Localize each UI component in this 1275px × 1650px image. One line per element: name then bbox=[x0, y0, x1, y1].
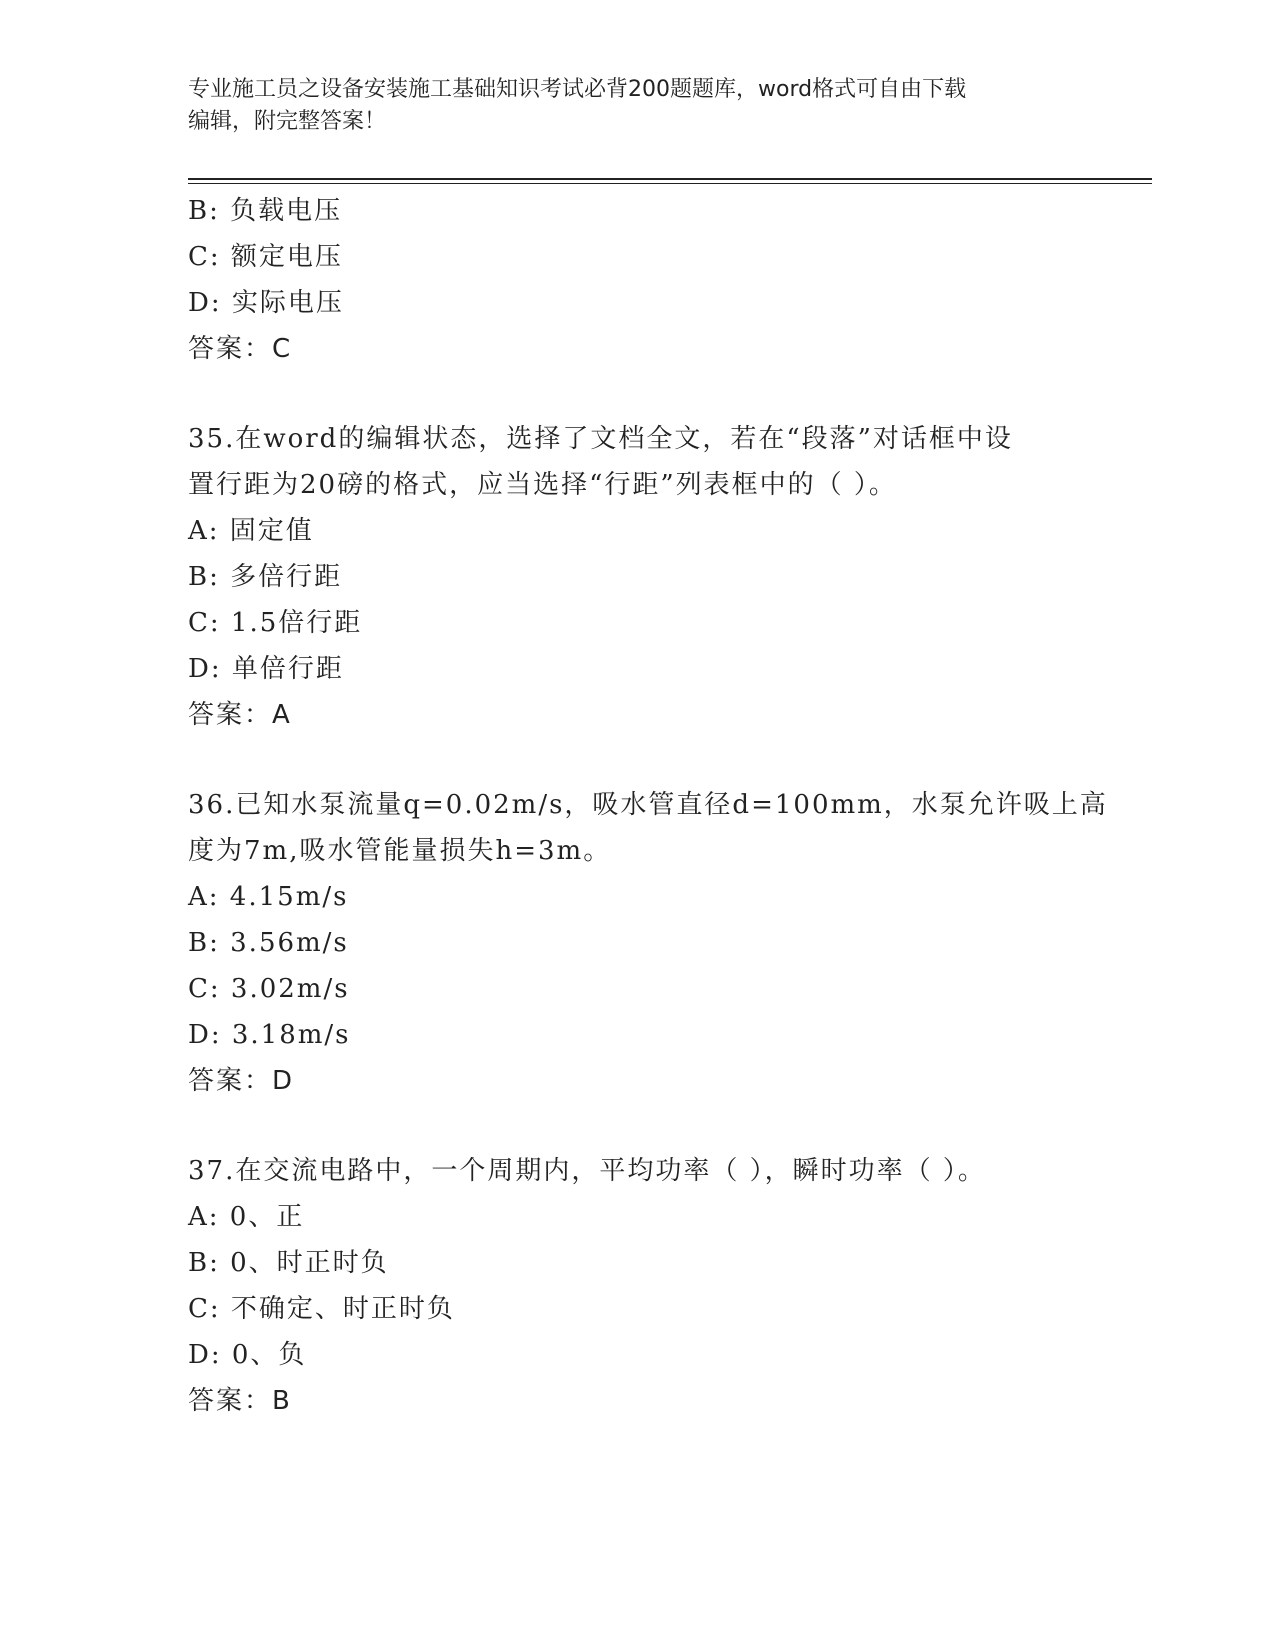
option-c: C: 不确定、时正时负 bbox=[188, 1294, 455, 1324]
option-d: D: 3.18m/s bbox=[188, 1020, 351, 1050]
option-a: A: 固定值 bbox=[188, 516, 314, 546]
question-list bbox=[188, 188, 1108, 1424]
question-text: 35.在word的编辑状态，选择了文档全文，若在“段落”对话框中设 bbox=[188, 424, 1013, 454]
question-partial bbox=[188, 188, 1088, 372]
answer-line: 答案：B bbox=[188, 1386, 292, 1416]
option-d: D: 单倍行距 bbox=[188, 654, 344, 684]
option-b: B: 负载电压 bbox=[188, 196, 343, 226]
option-d: D: 实际电压 bbox=[188, 288, 344, 318]
option-a: A: 0、正 bbox=[188, 1202, 305, 1232]
document-header bbox=[188, 74, 1068, 138]
header-line-1: 专业施工员之设备安装施工基础知识考试必背200题题库，word格式可自由下载 bbox=[188, 77, 967, 102]
option-c: C: 额定电压 bbox=[188, 242, 343, 272]
question-text: 36.已知水泵流量q=0.02m/s，吸水管直径d=100mm，水泵允许吸上高 bbox=[188, 790, 1108, 820]
answer-line: 答案：D bbox=[188, 1066, 295, 1096]
option-c: C: 1.5倍行距 bbox=[188, 608, 363, 638]
header-divider-thick bbox=[188, 178, 1152, 180]
question-text: 度为7m,吸水管能量损失h=3m。 bbox=[188, 836, 612, 866]
option-b: B: 0、时正时负 bbox=[188, 1248, 389, 1278]
question-35 bbox=[188, 416, 1088, 738]
header-divider-thin bbox=[188, 183, 1152, 184]
option-c: C: 3.02m/s bbox=[188, 974, 350, 1004]
question-37 bbox=[188, 1148, 1088, 1424]
option-b: B: 3.56m/s bbox=[188, 928, 349, 958]
answer-line: 答案：C bbox=[188, 334, 293, 364]
header-line-2: 编辑，附完整答案！ bbox=[188, 109, 387, 134]
option-a: A: 4.15m/s bbox=[188, 882, 349, 912]
question-text: 37.在交流电路中，一个周期内，平均功率（ ），瞬时功率（ ）。 bbox=[188, 1156, 986, 1186]
question-36 bbox=[188, 782, 1108, 1104]
option-b: B: 多倍行距 bbox=[188, 562, 343, 592]
option-d: D: 0、负 bbox=[188, 1340, 307, 1370]
question-text: 置行距为20磅的格式，应当选择“行距”列表框中的（ ）。 bbox=[188, 470, 897, 500]
answer-line: 答案：A bbox=[188, 700, 292, 730]
